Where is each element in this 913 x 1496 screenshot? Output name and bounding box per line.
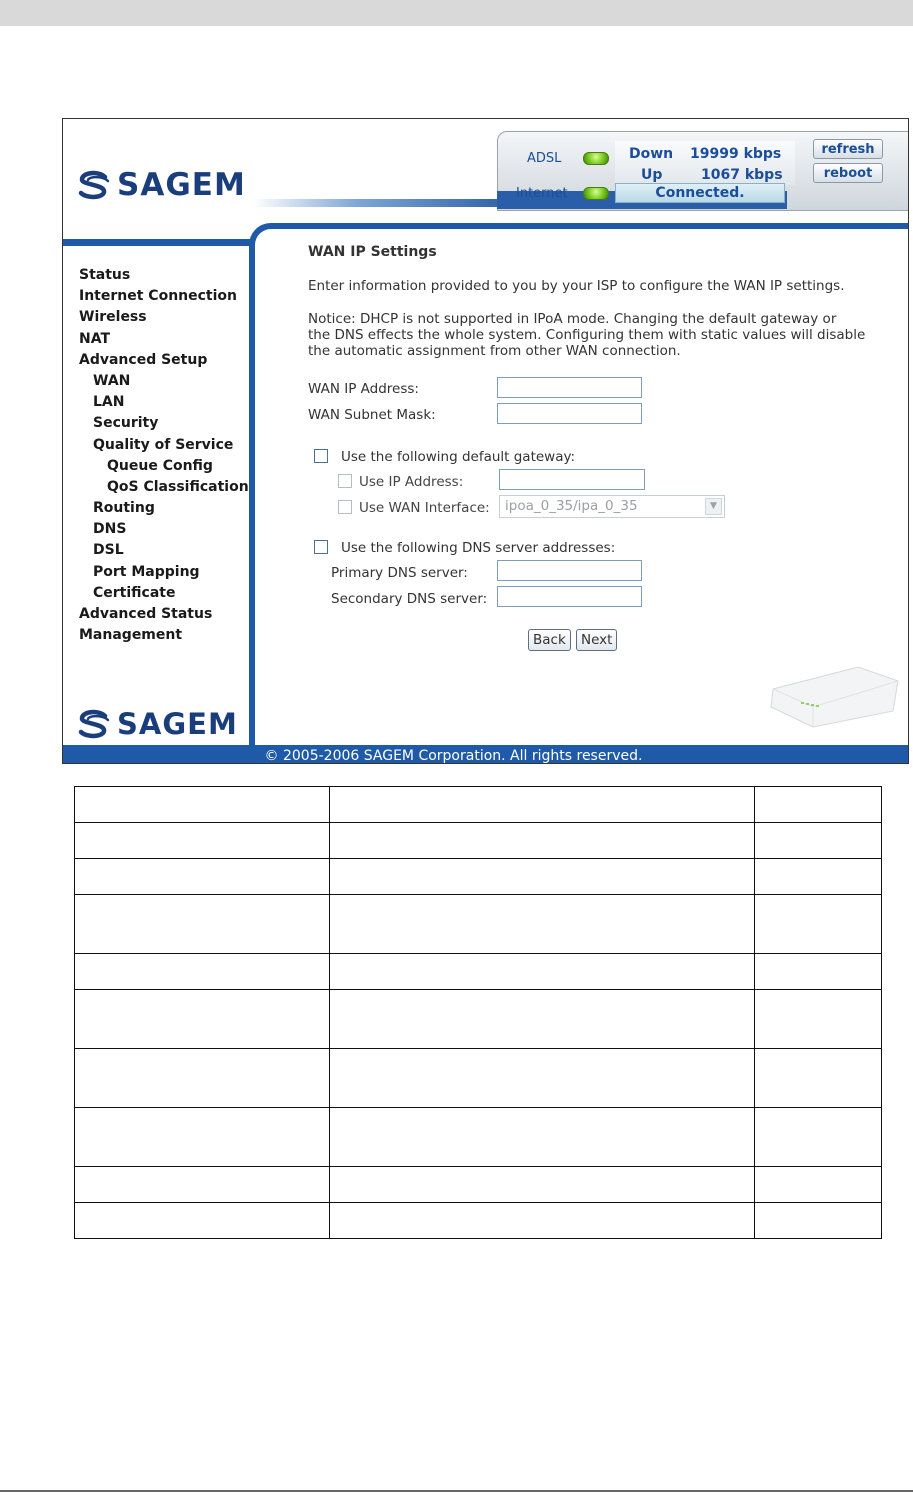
sidebar-item-advanced-setup[interactable]: Advanced Setup [79, 351, 208, 368]
table-cell [755, 954, 882, 990]
sidebar-item-wireless[interactable]: Wireless [79, 309, 147, 326]
table-cell [755, 823, 882, 859]
adsl-led-icon [583, 152, 609, 165]
table-row [75, 1108, 882, 1167]
use-ip-address-label: Use IP Address: [359, 474, 464, 490]
table-row [75, 990, 882, 1049]
notice-line-1: Notice: DHCP is not supported in IPoA mode. Changing the default gateway or [308, 311, 837, 327]
wan-subnet-mask-label: WAN Subnet Mask: [308, 407, 436, 423]
page-title: WAN IP Settings [308, 244, 437, 260]
use-ip-address-checkbox[interactable] [338, 474, 352, 488]
table-cell [329, 823, 754, 859]
notice-line-3: the automatic assignment from other WAN connection. [308, 343, 681, 359]
table-cell [329, 954, 754, 990]
sidebar-item-routing[interactable]: Routing [93, 500, 155, 517]
sidebar-item-queue-config[interactable]: Queue Config [107, 457, 213, 474]
table-cell [75, 1108, 330, 1167]
notice-line-2: the DNS effects the whole system. Configuring them with static values will disable [308, 327, 866, 343]
default-gateway-label: Use the following default gateway: [341, 449, 576, 465]
table-cell [755, 1167, 882, 1203]
table-cell [75, 1049, 330, 1108]
table-row [75, 787, 882, 823]
use-wan-interface-checkbox[interactable] [338, 500, 352, 514]
dns-servers-checkbox[interactable] [314, 540, 328, 554]
table-cell [755, 990, 882, 1049]
sidebar-top-bar [63, 239, 250, 246]
sidebar-item-nat[interactable]: NAT [79, 330, 111, 347]
sidebar-item-dns[interactable]: DNS [93, 521, 127, 538]
wan-subnet-mask-input[interactable] [497, 403, 642, 424]
table-cell [329, 1203, 754, 1239]
wan-interface-selected: ipoa_0_35/ipa_0_35 [505, 498, 638, 514]
table-cell [75, 990, 330, 1049]
sagem-logo-bottom [77, 707, 238, 741]
wan-ip-label: WAN IP Address: [308, 381, 419, 397]
chevron-down-icon: ▼ [705, 498, 722, 515]
sidebar-item-dsl[interactable]: DSL [93, 542, 124, 559]
sidebar-item-wan[interactable]: WAN [93, 372, 131, 389]
reboot-button[interactable]: reboot [813, 163, 883, 183]
table-cell [755, 1203, 882, 1239]
sidebar-item-quality-of-service[interactable]: Quality of Service [93, 436, 234, 453]
sidebar-item-lan[interactable]: LAN [93, 394, 125, 411]
table-cell [329, 1167, 754, 1203]
up-value: 1067 kbps [701, 167, 783, 183]
table-cell [329, 895, 754, 954]
table-row [75, 1203, 882, 1239]
sidebar-item-security[interactable]: Security [93, 415, 159, 432]
wan-interface-select[interactable] [499, 495, 725, 518]
primary-dns-input[interactable] [497, 560, 642, 581]
page-top-bar [0, 0, 913, 26]
speed-readout [615, 141, 795, 185]
table-cell [75, 859, 330, 895]
table-cell [75, 823, 330, 859]
logo-text: SAGEM [117, 707, 238, 741]
adsl-label: ADSL [527, 151, 562, 166]
table-row [75, 823, 882, 859]
table-row [75, 859, 882, 895]
back-button[interactable]: Back [528, 629, 571, 651]
table-row [75, 1049, 882, 1108]
sagem-logo-icon [77, 170, 111, 200]
router-web-ui [62, 118, 909, 764]
use-wan-interface-label: Use WAN Interface: [359, 500, 490, 516]
dns-servers-label: Use the following DNS server addresses: [341, 540, 616, 556]
sidebar-item-qos-classification[interactable]: QoS Classification [107, 478, 249, 495]
table-cell [75, 787, 330, 823]
down-label: Down [629, 146, 674, 162]
router-device-icon [763, 659, 903, 729]
footer-bar [63, 745, 908, 763]
page-bottom-rule [0, 1490, 913, 1492]
table-row [75, 954, 882, 990]
sidebar-nav [79, 265, 251, 646]
table-cell [329, 787, 754, 823]
logo-text: SAGEM [117, 167, 246, 203]
primary-dns-label: Primary DNS server: [331, 565, 468, 581]
table-cell [329, 1049, 754, 1108]
table-cell [75, 1203, 330, 1239]
connection-status: Connected. [615, 183, 785, 203]
sagem-logo [77, 167, 246, 203]
sidebar-item-advanced-status[interactable]: Advanced Status [79, 606, 213, 622]
sidebar-item-management[interactable]: Management [79, 627, 183, 644]
table-row [75, 895, 882, 954]
sidebar-item-port-mapping[interactable]: Port Mapping [93, 563, 200, 580]
header-swoosh [253, 199, 513, 207]
table-cell [755, 895, 882, 954]
default-gateway-checkbox[interactable] [314, 449, 328, 463]
table-cell [755, 787, 882, 823]
table-row [75, 1167, 882, 1203]
sidebar-item-internet-connection[interactable]: Internet Connection [79, 288, 237, 305]
table-cell [329, 859, 754, 895]
sidebar-item-certificate[interactable]: Certificate [93, 584, 176, 601]
table-cell [329, 990, 754, 1049]
next-button[interactable]: Next [576, 629, 617, 651]
secondary-dns-input[interactable] [497, 586, 642, 607]
sidebar-item-status[interactable]: Status [79, 267, 131, 283]
table-cell [329, 1108, 754, 1167]
empty-grid-table [74, 786, 882, 1239]
internet-label: Internet [516, 186, 568, 201]
internet-led-icon [583, 187, 609, 200]
table-cell [755, 1049, 882, 1108]
intro-text: Enter information provided to you by your ISP to configure the WAN IP settings. [308, 278, 845, 294]
up-label: Up [641, 167, 663, 183]
wan-ip-input[interactable] [497, 377, 642, 398]
table-cell [75, 1167, 330, 1203]
secondary-dns-label: Secondary DNS server: [331, 591, 488, 607]
table-cell [755, 1108, 882, 1167]
table-cell [75, 954, 330, 990]
copyright-text: © 2005-2006 SAGEM Corporation. All rights reserved. [264, 748, 643, 764]
refresh-button[interactable]: refresh [813, 139, 883, 159]
sagem-logo-icon [77, 709, 111, 739]
gateway-ip-input[interactable] [499, 469, 645, 490]
table-cell [755, 859, 882, 895]
down-value: 19999 kbps [690, 146, 782, 162]
table-cell [75, 895, 330, 954]
